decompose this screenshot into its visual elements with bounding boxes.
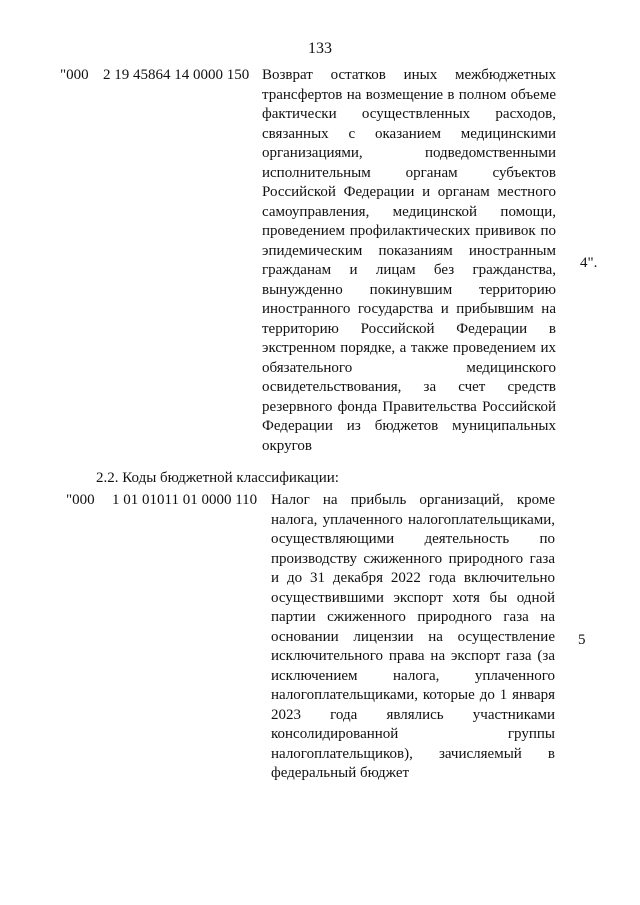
entry-1-value: 4".: [580, 255, 598, 271]
entry-2-code: 1 01 01011 01 0000 110: [112, 492, 258, 508]
entry-2-prefix: "000: [66, 492, 95, 508]
entry-2-value: 5: [578, 632, 586, 648]
entry-1-description: Возврат остатков иных межбюджетных трансфертов на возмещение в полном объеме фактически осуществленных расходов, связанных с оказанием медицинскими организациями, подведомственными исполнительным органам субъектов Российской Федерации и органам местного самоуправления, медицинской помощи, проведением профилактических прививок по эпидемическим показаниям иностранным гражданам и лицам без гражданства, вынужденно покинувшим территорию иностранного государства и прибывшим на территорию Российской Федерации в экстренном порядке, а также проведением их обязательного медицинского освидетельствования, за счет средств резервного фонда Правительства Российской Федерации из бюджетов муниципальных округов: [262, 67, 556, 454]
entry-1-code: 2 19 45864 14 0000 150: [103, 67, 250, 83]
entry-1-prefix: "000: [60, 67, 89, 83]
page-number: 133: [308, 40, 332, 57]
section-heading: 2.2. Коды бюджетной классификации:: [96, 470, 339, 486]
entry-2-description: Налог на прибыль организаций, кроме налога, уплаченного налогоплательщиками, осуществляющими деятельность по производству сжиженного природного газа и до 31 декабря 2022 года включительно осуществившими экспорт хотя бы одной партии сжиженного природного газа на основании лицензии на осуществление исключительного права на экспорт газа (за исключением налога, уплаченного налогоплательщиками, которые до 1 января 2023 года являлись участниками консолидированной группы налогоплательщиков), зачисляемый в федеральный бюджет: [271, 492, 555, 781]
